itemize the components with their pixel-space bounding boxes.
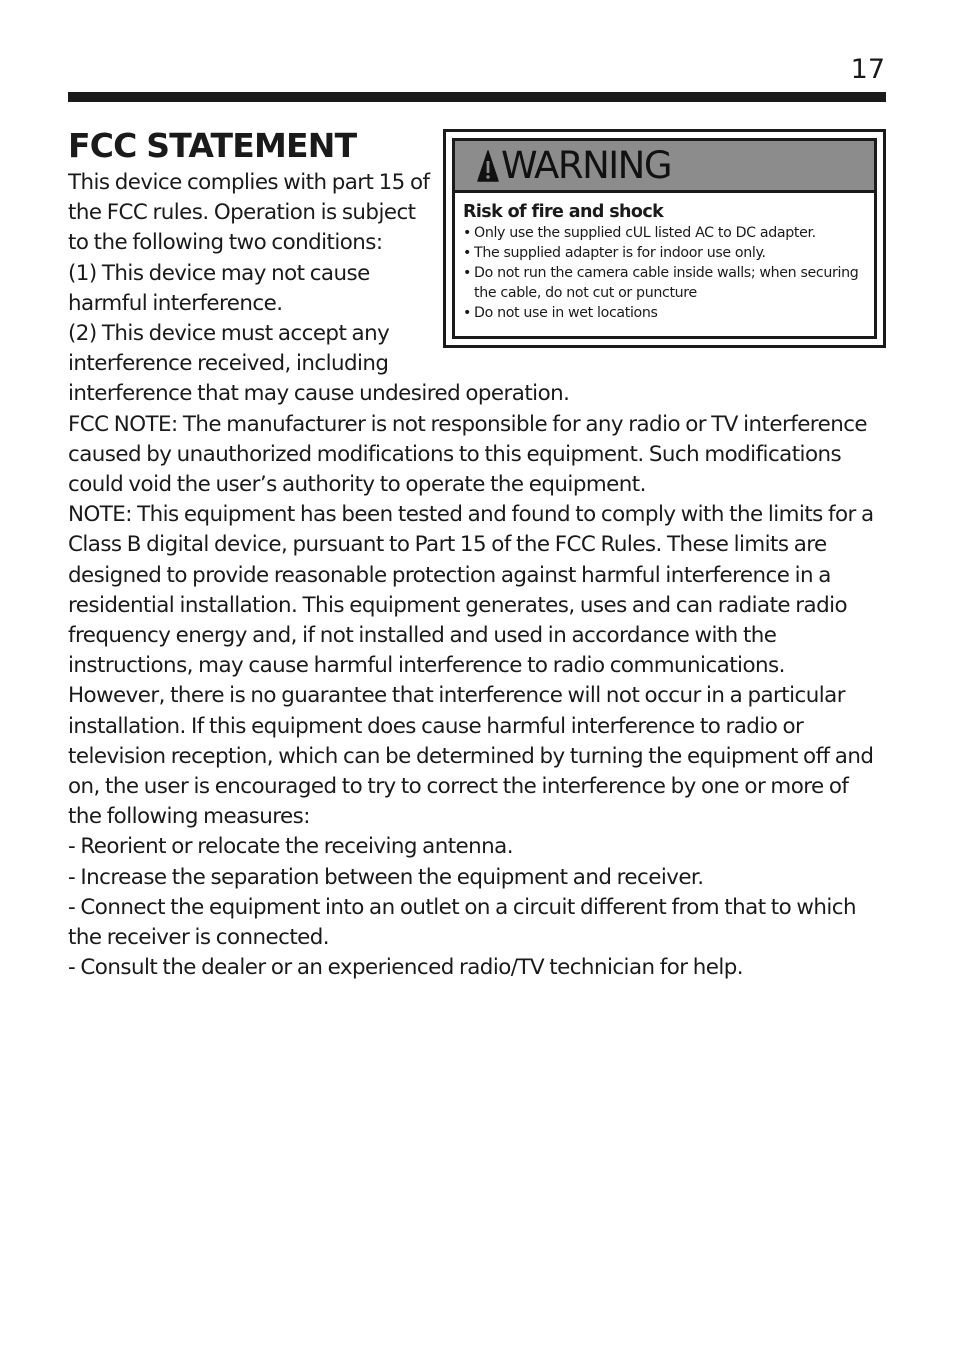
intro-paragraph: This device complies with part 15 of the FCC rules. Operation is subject to the following two conditions: (68, 170, 430, 256)
header-rule (68, 92, 886, 102)
warning-item: • Do not run the camera cable inside walls; when securing the cable, do not cut or puncture (463, 263, 866, 303)
condition-1: (1) This device may not cause harmful interference. (68, 260, 370, 316)
warning-list (463, 223, 866, 323)
measure-item: - Reorient or relocate the receiving antenna. (68, 834, 513, 860)
risk-heading: Risk of fire and shock (463, 202, 664, 222)
condition-2: (2) This device must accept any interference received, including interference that may cause undesired operation. (68, 321, 570, 407)
warning-triangle-icon (477, 149, 499, 183)
page-content (68, 124, 886, 983)
warning-item: • Do not use in wet locations (463, 303, 866, 323)
warning-header (455, 141, 874, 193)
page-title: FCC STATEMENT (68, 126, 357, 165)
measure-item: - Connect the equipment into an outlet on a circuit different from that to which the receiver is connected. (68, 894, 856, 951)
warning-inner-frame (452, 138, 877, 339)
warning-item: • The supplied adapter is for indoor use only. (463, 243, 866, 263)
note-paragraph: NOTE: This equipment has been tested and found to comply with the limits for a Class B digital device, pursuant to Part 15 of the FCC Rules. These limits are designed to provide reasonable protection against harmful interference in a residential installation. This equipment generates, uses and can radiate radio frequency energy and, if not installed and used in accordance with the instructions, may cause harmful interference to radio communications. However, there is no guarantee that interference will not occur in a particular installation. If this equipment does cause harmful interference to radio or television reception, which can be determined by turning the equipment off and on, the user is encouraged to try to correct the interference by one or more of the following measures: (68, 502, 874, 830)
measure-item: - Increase the separation between the equipment and receiver. (68, 864, 704, 890)
fcc-note-paragraph: FCC NOTE: The manufacturer is not responsible for any radio or TV interference caused by unauthorized modifications to this equipment. Such modifications could void the user’s authority to operate the equipment. (68, 411, 868, 498)
warning-box (443, 129, 886, 348)
page-number: 17 (850, 54, 885, 85)
warning-title: WARNING (501, 143, 672, 187)
warning-body (455, 193, 874, 323)
measure-item: - Consult the dealer or an experienced radio/TV technician for help. (68, 955, 744, 981)
warning-item: • Only use the supplied cUL listed AC to DC adapter. (463, 223, 866, 243)
